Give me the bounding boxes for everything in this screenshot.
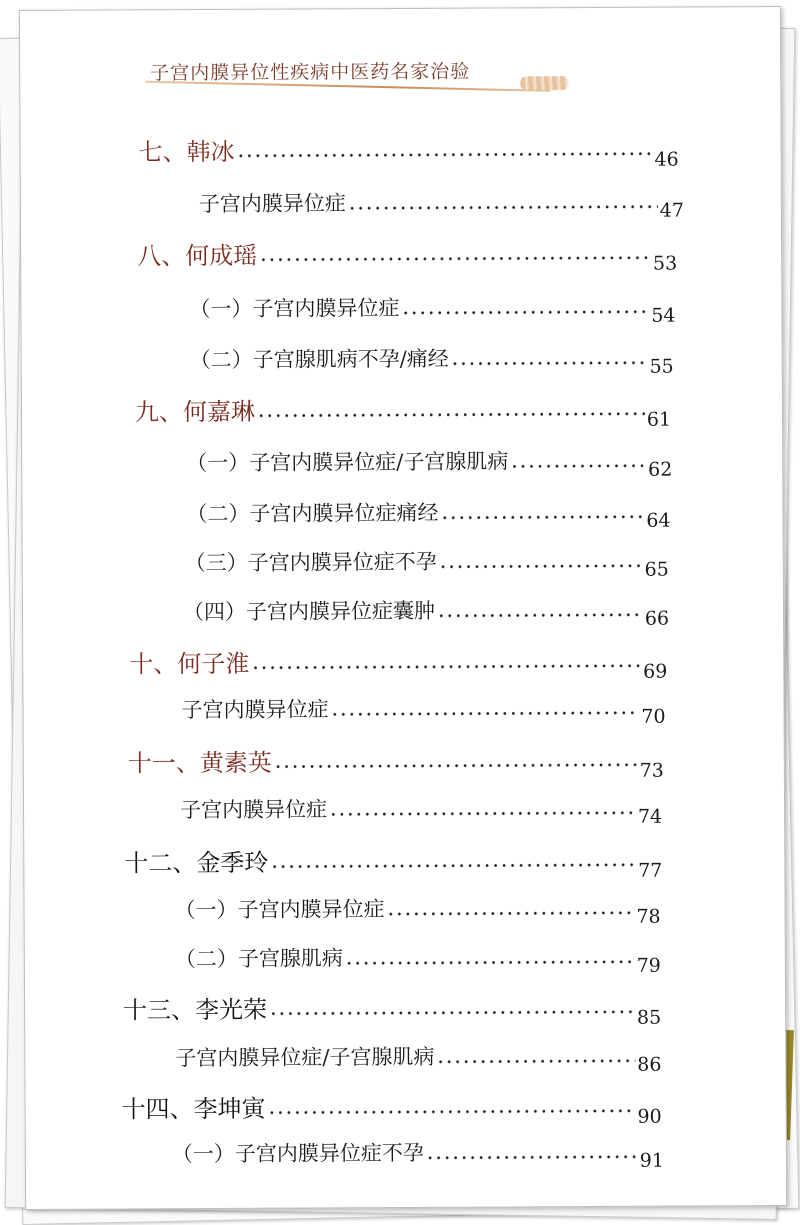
toc-entry-title: 子宫内膜异位症 (198, 191, 346, 217)
toc-page-number: 90 (637, 1105, 662, 1128)
toc-entry-title: （二）子宫内膜异位症痛经 (186, 500, 439, 527)
toc-entry-title: （一）子宫内膜异位症 (189, 296, 400, 322)
table-of-contents (20, 7, 786, 1209)
toc-entry-title: 十二、金季玲 (124, 848, 269, 878)
leader-dots (437, 613, 643, 618)
toc-entry[interactable] (186, 445, 673, 481)
leader-dots (451, 361, 648, 366)
leader-dots (510, 464, 646, 469)
toc-page-number: 47 (659, 199, 684, 222)
leader-dots (274, 762, 638, 768)
toc-page-number: 66 (644, 607, 670, 630)
toc-entry[interactable] (186, 496, 671, 532)
toc-page-number: 55 (649, 355, 674, 378)
toc-entry[interactable] (129, 642, 668, 683)
toc-entry[interactable] (175, 1040, 662, 1076)
toc-entry[interactable] (182, 594, 670, 630)
leader-dots (345, 960, 635, 966)
toc-entry[interactable] (174, 892, 661, 928)
toc-entry-title: 七、韩冰 (138, 137, 235, 167)
toc-entry[interactable] (123, 988, 662, 1029)
toc-page (19, 6, 787, 1210)
toc-page-number: 62 (648, 458, 673, 481)
toc-entry[interactable] (198, 186, 684, 222)
leader-dots (436, 1059, 635, 1064)
toc-page-number: 46 (654, 148, 679, 171)
leader-dots (257, 411, 645, 417)
leader-dots (439, 564, 643, 569)
leader-dots (387, 911, 635, 916)
toc-page-number: 69 (643, 660, 668, 683)
toc-entry-title: 子宫内膜异位症/子宫腺肌病 (175, 1044, 435, 1071)
leader-dots (329, 811, 636, 817)
toc-entry[interactable] (174, 941, 661, 977)
toc-page-number: 85 (636, 1006, 662, 1029)
toc-entry-title: （一）子宫内膜异位症/子宫腺肌病 (186, 449, 509, 476)
toc-entry-title: 十三、李光荣 (123, 995, 268, 1025)
toc-page-number: 73 (639, 759, 664, 782)
toc-entry-title: （一）子宫内膜异位症 (174, 897, 385, 923)
toc-entry[interactable] (138, 130, 679, 171)
toc-entry-title: （二）子宫腺肌病 (174, 946, 343, 972)
toc-entry-title: 十、何子淮 (129, 649, 250, 679)
toc-entry-title: （四）子宫内膜异位症囊肿 (182, 598, 436, 625)
leader-dots (441, 515, 645, 520)
leader-dots (269, 1009, 635, 1015)
toc-entry-title: 八、何成瑶 (137, 241, 258, 271)
toc-page-number: 77 (638, 859, 663, 882)
leader-dots (268, 1108, 636, 1114)
toc-entry-title: 子宫内膜异位症 (181, 697, 329, 723)
toc-page-number: 74 (637, 805, 663, 828)
leader-dots (251, 663, 641, 669)
toc-entry-title: （三）子宫内膜异位症不孕 (184, 549, 437, 576)
toc-entry-title: （二）子宫腺肌病不孕/痛经 (189, 346, 449, 373)
leader-dots (270, 862, 636, 868)
toc-page-number: 64 (646, 509, 671, 532)
toc-entry[interactable] (179, 792, 663, 828)
leader-dots (426, 1155, 638, 1160)
toc-entry[interactable] (189, 291, 676, 327)
leader-dots (331, 711, 640, 717)
toc-page-number: 61 (646, 408, 672, 431)
running-header: 子宫内膜异位性疾病中医药名家治验 (150, 60, 471, 85)
toc-page-number: 78 (636, 905, 661, 928)
leader-dots (401, 310, 649, 315)
leader-dots (259, 255, 651, 261)
toc-entry[interactable] (124, 841, 663, 882)
toc-entry-title: 九、何嘉琳 (134, 397, 256, 427)
toc-page-number: 70 (641, 705, 666, 728)
toc-page-number: 79 (636, 954, 661, 977)
toc-entry[interactable] (137, 234, 678, 275)
toc-entry[interactable] (121, 1087, 662, 1128)
leader-dots (237, 151, 653, 157)
toc-entry-title: （一）子宫内膜异位症不孕 (171, 1140, 424, 1167)
toc-entry[interactable] (184, 545, 669, 581)
toc-entry[interactable] (181, 692, 666, 728)
toc-page-number: 65 (644, 558, 669, 581)
toc-entry[interactable] (189, 342, 674, 378)
toc-page-number: 54 (651, 304, 676, 327)
toc-page-number: 53 (652, 252, 678, 275)
toc-entry[interactable] (127, 741, 664, 782)
toc-page-number: 91 (639, 1149, 664, 1172)
toc-entry-title: 十四、李坤寅 (121, 1094, 266, 1124)
toc-entry[interactable] (171, 1136, 664, 1172)
toc-page-number: 86 (637, 1053, 662, 1076)
toc-entry-title: 十一、黄素英 (127, 748, 272, 778)
toc-entry[interactable] (134, 390, 672, 431)
toc-entry-title: 子宫内膜异位症 (179, 797, 328, 823)
leader-dots (348, 205, 658, 211)
